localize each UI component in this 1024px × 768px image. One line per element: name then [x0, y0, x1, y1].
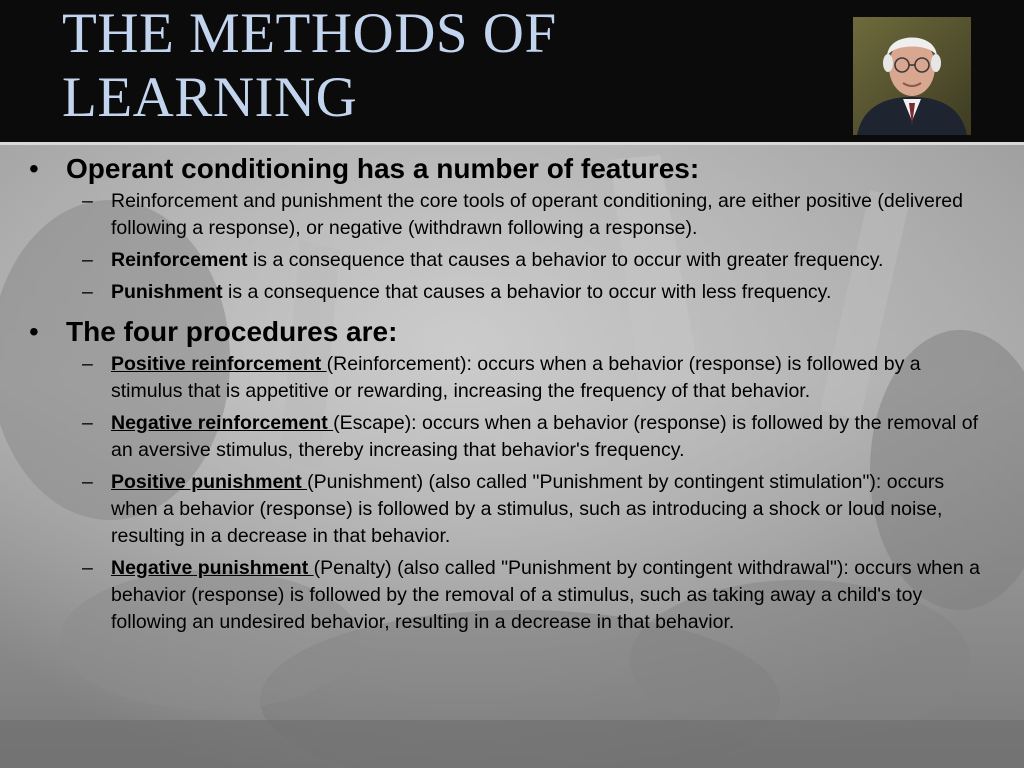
sub-item-text: (Reinforcement): occurs when a behavior (response) is followed by a stimulus that is appetitive or rewarding, increasing the frequency of that behavior.: [111, 353, 921, 402]
term-reinforcement: Reinforcement: [111, 249, 248, 271]
dash-marker: –: [82, 471, 93, 493]
sub-item-punishment: [0, 279, 1024, 306]
sub-item-positive-reinforcement: [0, 351, 1024, 405]
sub-item-text: (Penalty) (also called "Punishment by contingent withdrawal"): occurs when a behavior (response) is followed by the removal of a stimulus, such as taking away a child's toy following an undesired behavior, resulting in a decrease in that behavior.: [111, 557, 980, 633]
sub-item-positive-punishment: [0, 469, 1024, 550]
bullet-operant-features: [0, 150, 1024, 188]
sub-item-text: (Escape): occurs when a behavior (response) is followed by the removal of an aversive stimulus, thereby increasing that behavior's frequency.: [111, 412, 979, 461]
title-divider: [0, 142, 1024, 145]
portrait-photo-icon: [853, 17, 971, 135]
dash-marker: –: [82, 557, 93, 579]
dash-marker: –: [82, 353, 93, 375]
slide-title: [62, 2, 822, 130]
sub-item-reinforcement: [0, 247, 1024, 274]
sub-item-text: Reinforcement and punishment the core tools of operant conditioning, are either positive (delivered following a response), or negative (withdrawn following a response).: [111, 190, 964, 239]
term-punishment: Punishment: [111, 281, 223, 303]
term-negative-reinforcement: Negative reinforcement: [111, 412, 334, 434]
sub-item-text: is a consequence that causes a behavior to occur with less frequency.: [222, 281, 832, 303]
sub-item-negative-punishment: [0, 555, 1024, 636]
bullet-marker: •: [29, 153, 39, 184]
bullet-heading: Operant conditioning has a number of features:: [66, 153, 700, 184]
dash-marker: –: [82, 249, 93, 271]
term-positive-reinforcement: Positive reinforcement: [111, 353, 327, 375]
sub-item-text: is a consequence that causes a behavior to occur with greater frequency.: [247, 249, 884, 271]
sub-item-negative-reinforcement: [0, 410, 1024, 464]
term-negative-punishment: Negative punishment: [111, 557, 314, 579]
slide-title-line-2: LEARNING: [62, 66, 358, 129]
slide-body: [0, 150, 1024, 641]
bullet-four-procedures: [0, 313, 1024, 351]
dash-marker: –: [82, 412, 93, 434]
dash-marker: –: [82, 281, 93, 303]
sub-item-core-tools: [0, 188, 1024, 242]
bullet-marker: •: [29, 316, 39, 347]
slide-title-line-1: THE METHODS OF: [62, 2, 557, 65]
dash-marker: –: [82, 190, 93, 212]
term-positive-punishment: Positive punishment: [111, 471, 308, 493]
bullet-heading: The four procedures are:: [66, 316, 398, 347]
sub-item-text: (Punishment) (also called "Punishment by contingent stimulation"): occurs when a behavior (response) is followed by a stimulus, such as introducing a shock or loud noise, resulting in a decrease in that behavior.: [111, 471, 945, 547]
